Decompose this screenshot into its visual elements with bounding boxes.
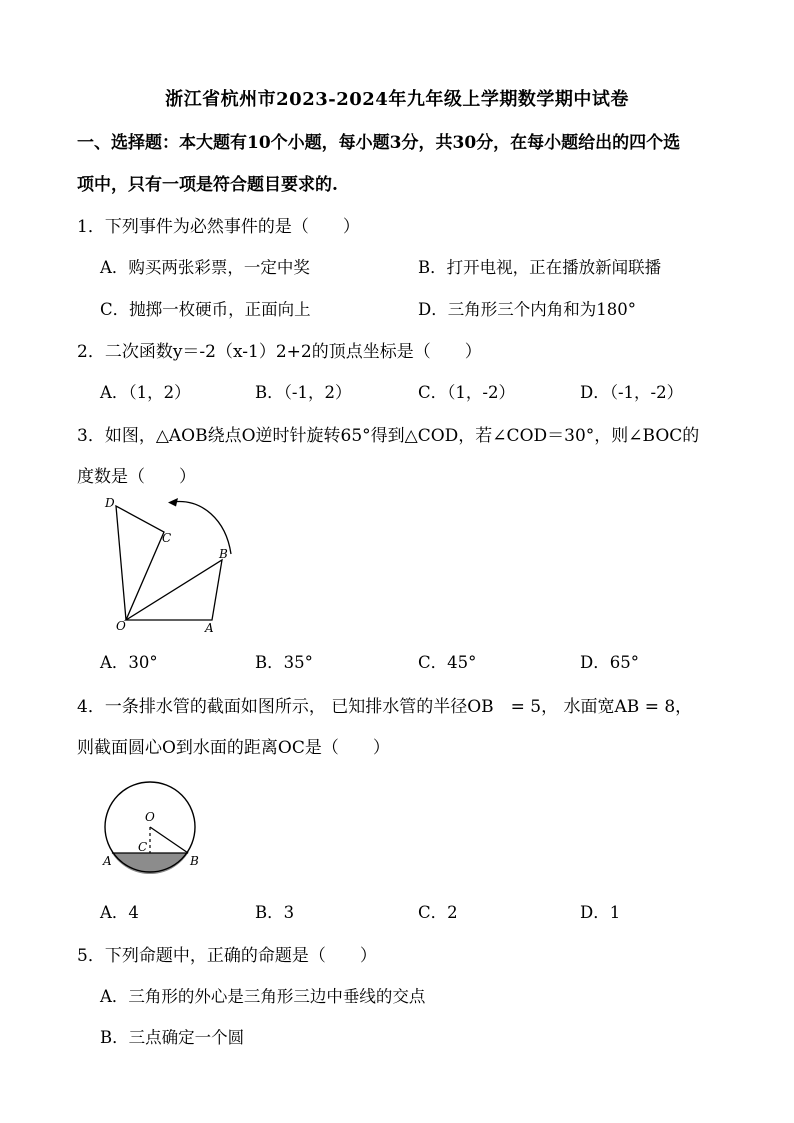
question-2-option-a: A．（1，2）: [100, 383, 191, 402]
question-4-pipe-figure: [98, 765, 208, 880]
question-3-stem-line1: 3．如图，△AOB绕点O逆时针旋转65°得到△COD，若∠COD＝30°，则∠BOC的: [77, 426, 700, 446]
question-2-option-c: C．（1，-2）: [418, 383, 515, 402]
question-4-stem-line2: 则截面圆心O到水面的距离OC是（ ）: [77, 738, 390, 758]
question-3-rotation-figure: [98, 490, 248, 640]
question-4-stem-line1: 4．一条排水管的截面如图所示， 已知排水管的半径OB = 5， 水面宽AB = 8，: [77, 697, 693, 717]
question-5-stem: 5．下列命题中，正确的命题是（ ）: [77, 946, 377, 966]
question-3-option-a: A．30°: [100, 653, 158, 672]
label-d: D: [105, 496, 115, 510]
label-a: A: [205, 621, 214, 635]
question-4-option-a: A．4: [100, 903, 139, 922]
question-2-option-d: D．（-1，-2）: [580, 383, 684, 402]
question-3-option-c: C．45°: [418, 653, 477, 672]
label-c: C: [162, 531, 172, 545]
question-4-option-d: D．1: [580, 903, 621, 922]
question-1-option-c: C．抛掷一枚硬币，正面向上: [100, 300, 311, 319]
question-5-option-b: B．三点确定一个圆: [100, 1028, 245, 1047]
label-o: O: [145, 810, 155, 824]
question-2-option-b: B．（-1，2）: [255, 383, 352, 402]
section-heading-line1: 一、选择题：本大题有10个小题，每小题3分，共30分，在每小题给出的四个选: [77, 133, 681, 153]
question-1-stem: 1．下列事件为必然事件的是（ ）: [77, 217, 360, 237]
question-3-stem-line2: 度数是（ ）: [77, 467, 196, 487]
question-4-option-c: C．2: [418, 903, 458, 922]
question-4-option-b: B．3: [255, 903, 295, 922]
triangle-aob: [126, 560, 222, 620]
label-b: B: [219, 547, 228, 561]
radius-ob: [150, 827, 188, 853]
page-title: 浙江省杭州市2023-2024年九年级上学期数学期中试卷: [165, 89, 629, 110]
label-a: A: [103, 854, 112, 868]
label-o: O: [116, 619, 126, 633]
label-b: B: [190, 854, 199, 868]
question-2-stem: 2．二次函数y＝-2（x-1）2+2的顶点坐标是（ ）: [77, 342, 482, 362]
question-3-option-b: B．35°: [255, 653, 313, 672]
rotation-arrow-head: [168, 498, 178, 507]
triangle-cod: [116, 506, 164, 620]
question-1-option-b: B．打开电视，正在播放新闻联播: [418, 258, 662, 277]
question-5-option-a: A．三角形的外心是三角形三边中垂线的交点: [100, 987, 426, 1006]
question-1-option-a: A．购买两张彩票，一定中奖: [100, 258, 310, 277]
section-heading-line2: 项中，只有一项是符合题目要求的.: [77, 175, 338, 195]
question-1-option-d: D．三角形三个内角和为180°: [418, 300, 636, 319]
question-3-option-d: D．65°: [580, 653, 639, 672]
label-c: C: [138, 840, 148, 854]
